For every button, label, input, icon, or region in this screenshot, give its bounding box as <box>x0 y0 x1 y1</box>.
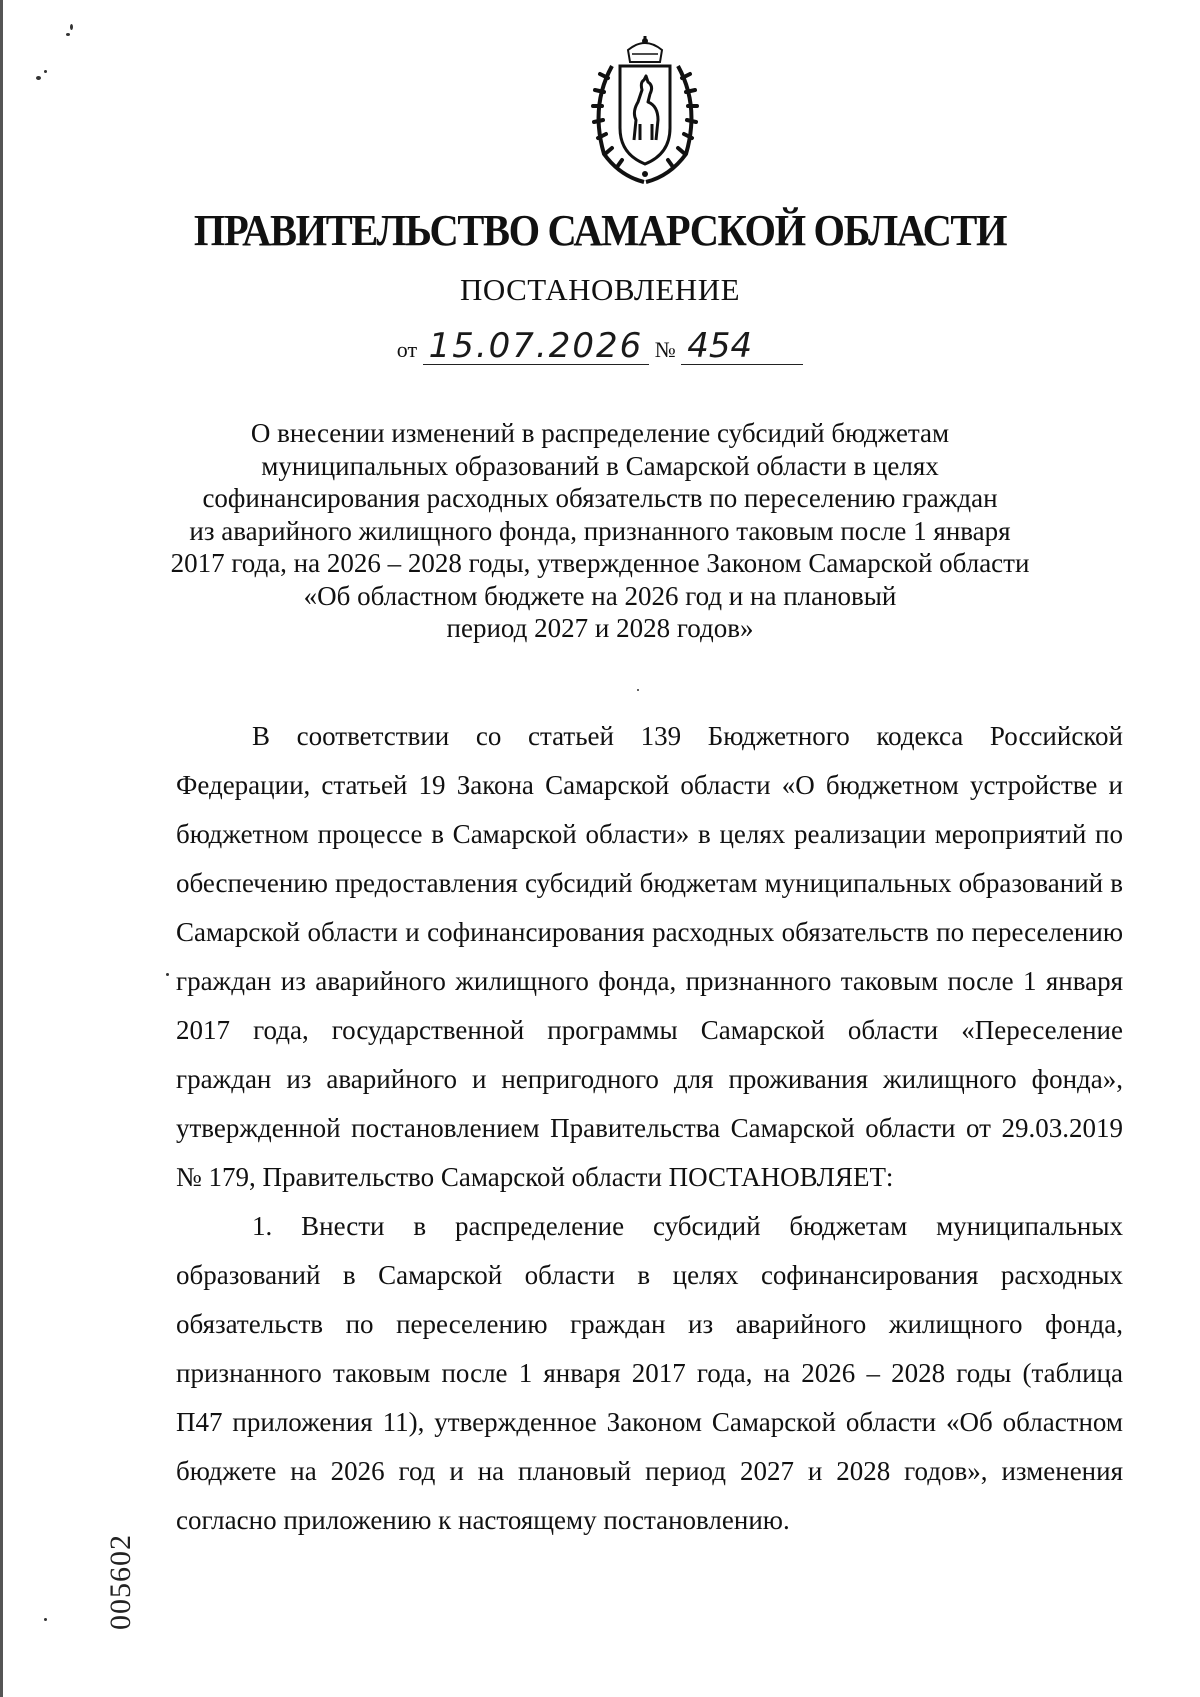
item-1-paragraph: 1. Внести в распределение субсидий бюджетам муниципальных образований в Самарской области в целях софинансирования расходных обязательств по переселению граждан из аварийного жилищного фонда, признанного таковым после 1 января 2017 года, на 2026 – 2028 годы (таблица П47 приложения 11), утвержденное Законом Самарской области «Об областном бюджете на 2026 год и на плановый период 2027 и 2028 годов», изменения согласно приложению к настоящему постановлению. <box>176 1211 1123 1535</box>
scan-speck <box>637 689 639 691</box>
date-prefix: от <box>396 337 418 362</box>
handwritten-date: 15.07.2026 <box>423 328 650 365</box>
scan-edge <box>0 0 3 1697</box>
samara-coat-of-arms-icon <box>582 36 708 186</box>
scan-speck <box>166 973 169 976</box>
document-body <box>176 712 1123 1545</box>
document-subject <box>150 417 1050 645</box>
preamble-paragraph: В соответствии со статьей 139 Бюджетного кодекса Российской Федерации, статьей 19 Закона Самарской области «О бюджетном устройстве и бюджетном процессе в Самарской области» в целях реализации мероприятий по обеспечению предоставления субсидий бюджетам муниципальных образований в Самарской области и софинансирования расходных обязательств по переселению граждан из аварийного жилищного фонда, признанного таковым после 1 января 2017 года, государственной программы Самарской области «Переселение граждан из аварийного и непригодного для проживания жилищного фонда», утвержденной постановлением Правительства Самарской области от 29.03.2019 № 179, Правительство Самарской области ПОСТАНОВЛЯЕТ: <box>176 721 1123 1192</box>
document-type: ПОСТАНОВЛЕНИЕ <box>459 272 741 307</box>
subject-line: «Об областном бюджете на 2026 год и на плановый <box>303 580 897 611</box>
subject-line: 2017 года, на 2026 – 2028 годы, утвержденное Законом Самарской области <box>170 548 1030 578</box>
scan-speck <box>44 1618 47 1621</box>
government-title: ПРАВИТЕЛЬСТВО САМАРСКОЙ ОБЛАСТИ <box>193 206 1007 255</box>
subject-line: О внесении изменений в распределение субсидий бюджетам <box>250 418 950 448</box>
subject-line: муниципальных образований в Самарской области в целях <box>261 450 939 481</box>
number-prefix: № <box>654 337 676 362</box>
subject-line: софинансирования расходных обязательств по переселению граждан <box>202 483 998 513</box>
registration-line <box>0 328 1200 365</box>
subject-line: период 2027 и 2028 годов» <box>446 613 754 643</box>
scan-speck <box>66 33 70 36</box>
scan-speck <box>36 76 41 80</box>
scan-speck <box>44 70 47 73</box>
scan-speck <box>70 24 73 30</box>
handwritten-number: 454 <box>681 328 803 365</box>
side-serial-number: 005602 <box>104 1534 137 1630</box>
subject-line: из аварийного жилищного фонда, признанного таковым после 1 января <box>189 515 1011 546</box>
